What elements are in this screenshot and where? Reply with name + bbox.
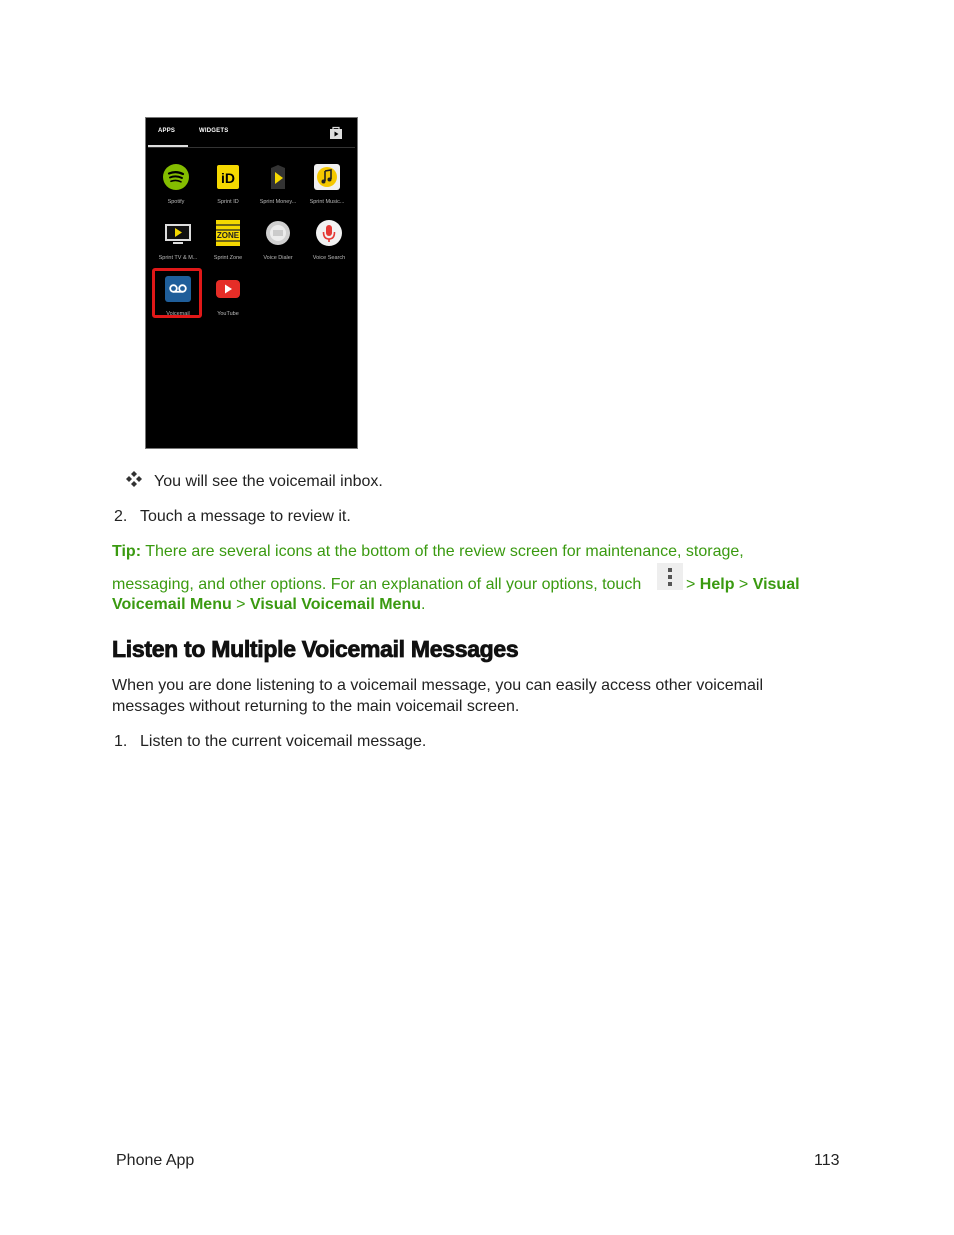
menu-dot xyxy=(668,568,672,572)
tab-apps[interactable]: APPS xyxy=(158,128,176,134)
app-label: Voice Search xyxy=(312,255,346,261)
visual-menu-ref: Visual xyxy=(752,576,800,593)
voicemail-menu-ref: Voicemail Menu xyxy=(112,596,232,613)
app-label: Sprint TV & M... xyxy=(158,255,198,261)
youtube-icon xyxy=(214,275,242,303)
tip-line-1 xyxy=(112,541,744,562)
app-sprint-tv[interactable] xyxy=(152,219,204,261)
app-label: Sprint Money... xyxy=(259,199,297,205)
app-label: Spotify xyxy=(167,199,185,205)
app-label: YouTube xyxy=(217,311,239,317)
app-drawer-screenshot xyxy=(145,117,358,449)
step-2-number: 2. xyxy=(114,508,128,525)
sprint-zone-icon xyxy=(214,219,242,247)
help-menu-ref: Help xyxy=(699,576,735,593)
step-2-text: Touch a message to review it. xyxy=(140,508,351,525)
menu-dot xyxy=(668,575,672,579)
tab-divider xyxy=(148,147,355,148)
app-youtube[interactable] xyxy=(202,275,254,317)
spotify-icon xyxy=(162,163,190,191)
svg-text:iD: iD xyxy=(221,170,235,186)
app-drawer-tabbar xyxy=(146,118,357,148)
menu-icon xyxy=(657,563,683,590)
app-sprint-music[interactable] xyxy=(301,163,353,205)
footer-page-number: 113 xyxy=(814,1152,840,1169)
app-label: Voice Dialer xyxy=(263,255,293,261)
tip-label: Tip: xyxy=(112,543,142,560)
app-sprint-money[interactable] xyxy=(252,163,304,205)
app-label: Sprint Zone xyxy=(213,255,243,261)
tab-widgets[interactable]: WIDGETS xyxy=(199,128,229,134)
voicemail-highlight-box xyxy=(152,268,202,318)
tip-line-2-start: messaging, and other options. For an explanation of all your options, touch xyxy=(112,576,642,593)
app-sprint-zone[interactable] xyxy=(202,219,254,261)
step-1-text: Listen to the current voicemail message. xyxy=(140,733,427,750)
app-label: Voicemail xyxy=(166,311,190,317)
sprint-tv-icon xyxy=(164,219,192,247)
section-heading: Listen to Multiple Voicemail Messages xyxy=(112,636,519,662)
period: . xyxy=(421,596,426,613)
app-label: Sprint Music... xyxy=(309,199,345,205)
voice-dialer-icon xyxy=(264,219,292,247)
app-spotify[interactable] xyxy=(150,163,202,205)
separator: > xyxy=(686,576,700,593)
menu-dot xyxy=(668,582,672,586)
separator: > xyxy=(734,576,753,593)
section-paragraph-line-2: messages without returning to the main voicemail screen. xyxy=(112,698,520,715)
tip-line-2-end xyxy=(686,574,800,595)
step-1-number: 1. xyxy=(114,733,128,750)
tip-line-3 xyxy=(112,594,425,615)
voice-search-icon xyxy=(315,219,343,247)
result-bullet-icon xyxy=(125,470,143,488)
app-voice-dialer[interactable] xyxy=(252,219,304,261)
play-store-icon[interactable] xyxy=(329,126,343,139)
app-label: Sprint ID xyxy=(217,199,239,205)
separator: > xyxy=(231,596,250,613)
footer-section-name: Phone App xyxy=(116,1152,195,1169)
visual-voicemail-menu-ref: Visual Voicemail Menu xyxy=(249,596,421,613)
sprint-id-icon xyxy=(214,163,242,191)
app-sprint-id[interactable] xyxy=(202,163,254,205)
sprint-music-icon xyxy=(313,163,341,191)
svg-text:ZONE: ZONE xyxy=(216,231,240,240)
result-text: You will see the voicemail inbox. xyxy=(154,473,383,490)
section-paragraph-line-1: When you are done listening to a voicemail message, you can easily access other voicemail xyxy=(112,677,763,694)
sprint-money-icon xyxy=(264,163,292,191)
tip-text-1: There are several icons at the bottom of the review screen for maintenance, storage, xyxy=(141,543,744,560)
app-voice-search[interactable] xyxy=(303,219,355,261)
